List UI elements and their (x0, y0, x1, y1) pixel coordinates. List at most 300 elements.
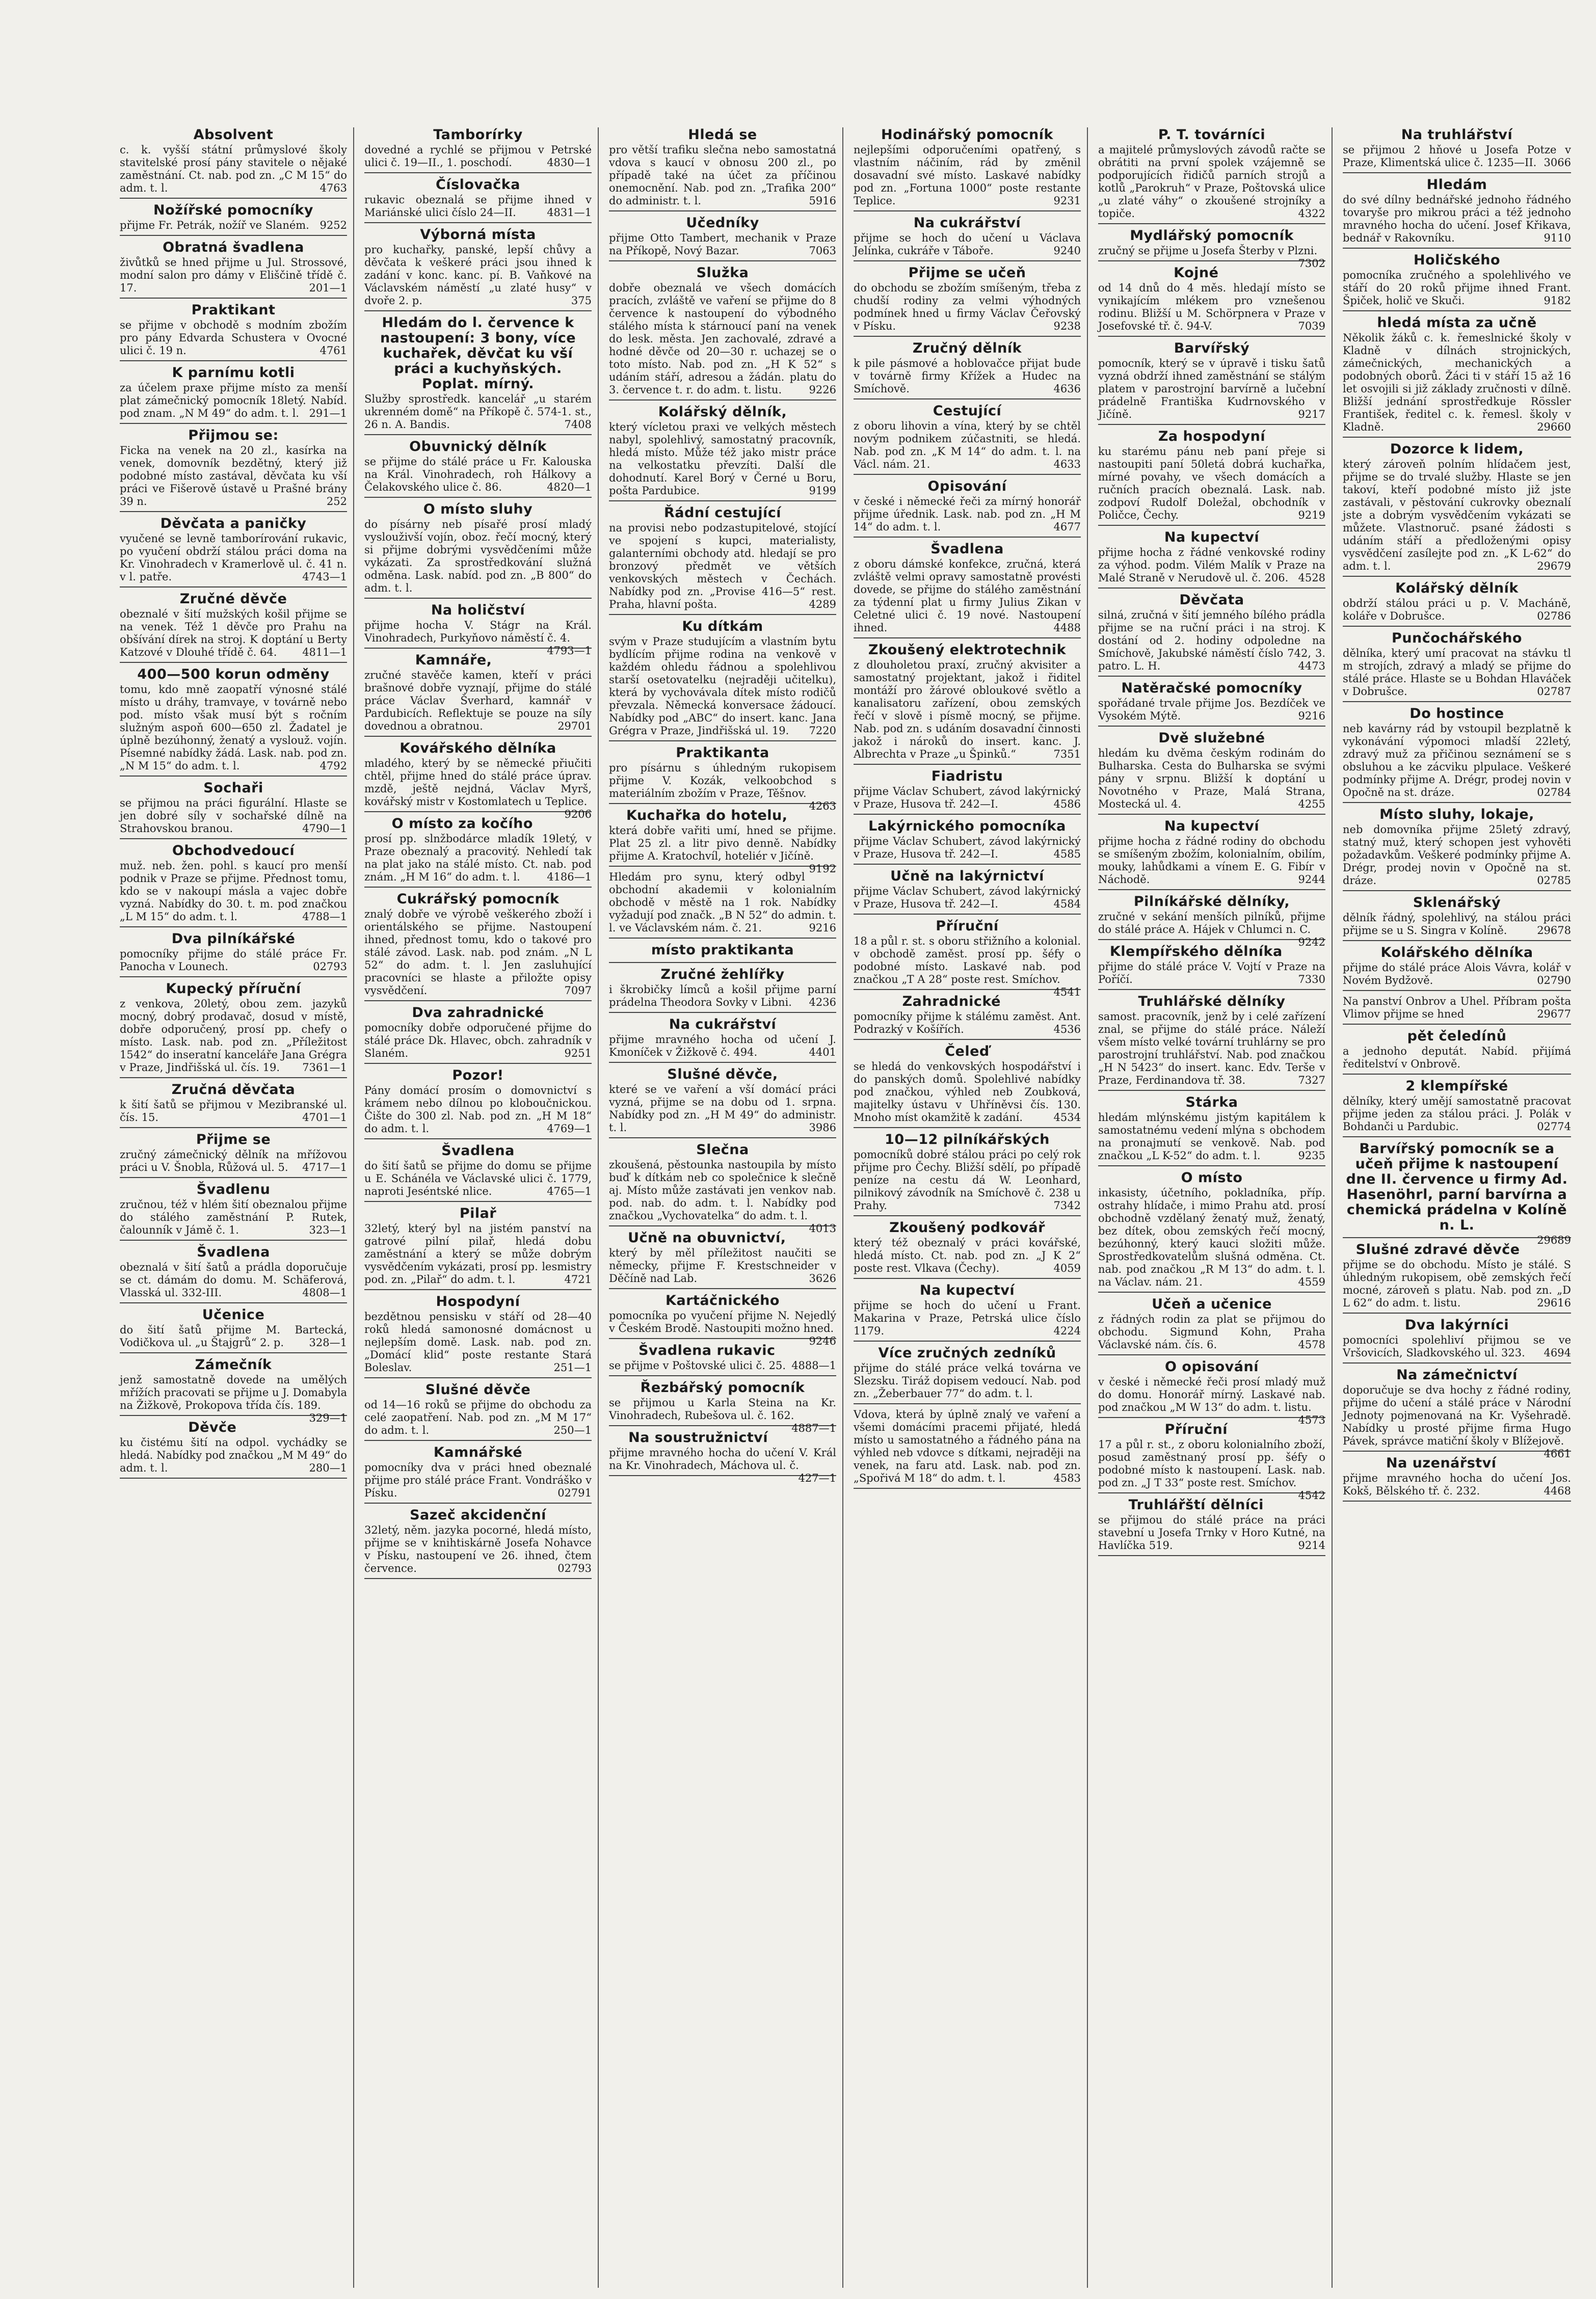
ad-heading: Učenice (202, 1307, 265, 1323)
ad-text: přijme Václav Schubert, závod lakýrnický v Praze, Husova tř. 242—I. (854, 785, 1081, 810)
ad-code: 7039 (1298, 320, 1325, 332)
classified-ad (364, 1068, 592, 1139)
ad-heading: Truhlářští dělníci (1128, 1497, 1264, 1513)
ad-code: 4694 (1544, 1347, 1571, 1359)
ad-text: který též obeznalý v práci kovářské, hledá místo. Ct. nab. pod zn. „J K 2“ poste rest. Vlkava (Čechy). (854, 1237, 1081, 1274)
ad-column-5 (1093, 127, 1333, 2288)
ad-code: 4830—1 (547, 156, 592, 169)
ad-text: obeznalé v šití mužských košil přijme se na venek. Též 1 děvče pro Prahu na obšívání dírek na stroj. K doptání u Berty Katzové v Dlouhé třídě č. 64. (120, 608, 347, 658)
classified-ad (1098, 1498, 1325, 1556)
classified-ad (609, 943, 836, 963)
ad-code: 9216 (809, 922, 836, 934)
ad-text: k pile pásmové a hoblovačce přijat bude v továrně firmy Křížek a Hudec na Smíchově. (854, 357, 1081, 395)
ad-text: se přijmou na práci figurální. Hlaste se jen dobré síly v sochařské dílně na Strahovskou branou. (120, 797, 347, 835)
ad-text: Několik žáků c. k. řemeslnické školy v Kladně v dílnách strojnických, zámečnických, mechanických a podobných oborů. Žáci ti v stáří 15 až 16 let osvojili si již základy zručnosti v dílně. Bližší jednání sprostředkuje Rössler František, ředitel c. k. řemesl. školy v Kladně. (1343, 332, 1571, 433)
ad-text: přijme se do obchodu. Místo je stálé. S úhledným rukopisem, obě zemských řečí mocné, zároveň s platu. Nab. pod zn. „D L 62“ do adm. t. listu. (1343, 1259, 1571, 1309)
ad-body (364, 1311, 592, 1374)
ad-code: 4887—1 (791, 1422, 836, 1434)
ad-text: dobře obeznalá ve všech domácích pracích, zvláště ve vaření se přijme do 8 července k nastoupení do výbodného stálého místa k stárnoucí paní na venek do lesk. města. Jen zachovalé, zdravé a hodné děvče od 20—30 r. uchazej se o toto místo. Nab. pod zn. „H K 52“ s udáním stáří, adresou a žádán. platu do 3. července t. r. do adm. t. listu. (609, 282, 836, 396)
ad-heading: Dvě služebné (1158, 730, 1265, 746)
ad-body (609, 1247, 836, 1285)
ad-text: muž. neb. žen. pohl. s kaucí pro menší podnik v Praze se přijme. Přednost tomu, kdo se v nakoupí másla a vajec dobře vyzná. Nabídky do 30. t. m. pod značkou „L M 15“ do adm. t. l. (120, 860, 347, 923)
classified-ad (854, 994, 1081, 1040)
ad-code: 329—1 (309, 1412, 347, 1424)
ad-text: vyučené se levně tamborírování rukavic, po vyučení obdrží stálou práci doma na Kr. Vinohradech v Kramerlově ul. č. 41 n. v l. patře. (120, 532, 347, 583)
classified-ad (1098, 1297, 1325, 1355)
classified-ad (120, 1245, 347, 1303)
ad-body (1098, 1187, 1325, 1289)
classified-ad (1098, 127, 1325, 224)
ad-body (854, 357, 1081, 395)
classified-ad (609, 1430, 836, 1484)
ad-body (609, 871, 836, 934)
ad-code: 29677 (1537, 1008, 1571, 1020)
ad-heading: Švadlena (197, 1244, 270, 1260)
classified-ad (364, 740, 592, 820)
ad-text: do písárny neb písařé prosí mladý vyslouživší vojín, oboz. řečí mocný, který si přijme dobrými vysvědčeními může vykázati. Za sprostředkování služná odměna. Lask. nabíd. pod zn. „B 800“ do adm. t. l. (364, 518, 592, 594)
classified-ad (854, 542, 1081, 638)
ad-code: 02787 (1537, 685, 1571, 698)
classified-ad (1098, 228, 1325, 270)
ad-code: 4701—1 (302, 1111, 347, 1124)
ad-heading: Sazeč akcidenční (410, 1507, 546, 1523)
classified-ad (120, 365, 347, 424)
ad-heading: Barvířský pomocník se a učeň přijme k nastoupení dne II. července u firmy Ad. Hasenöhrl, parní barvírna a chemická prádelna v Kolíně n. L. (1346, 1141, 1568, 1233)
classified-ad (1098, 894, 1325, 948)
ad-code: 4586 (1053, 798, 1081, 810)
ad-text: zručné stavěče kamen, kteří v práci brašnové dobře vyznají, přijme do stálé práce Václav Šverhard, kamnář v Pardubicích. Reflektuje se pouze na síly dovednou a obratnou. (364, 669, 592, 732)
ad-code: 201—1 (309, 282, 347, 294)
classified-ad (120, 303, 347, 361)
ad-text: v české i německé řeči za mírný honorář přijme úřednik. Lask. nab. pod zn. „H M 14“ do adm. t. l. (854, 495, 1081, 533)
ad-text: přijme mravného hocha do učení V. Král na Kr. Vinohradech, Máchova ul. č. (609, 1447, 836, 1472)
classified-ad (120, 1357, 347, 1424)
ad-heading: Zručné děvče (179, 591, 287, 607)
classified-ad (609, 871, 836, 939)
ad-body (854, 935, 1081, 998)
ad-text: se přijme do stálé práce u Fr. Kalouska na Král. Vinohradech, roh Hálkovy a Čelakovského ulice č. 86. (364, 456, 592, 493)
ad-code: 4888—1 (791, 1359, 836, 1372)
ad-heading: Tamborírky (433, 127, 523, 143)
classified-ad (1098, 731, 1325, 815)
ad-text: pomocníky dva v práci hned obeznalé přijme pro stálé práce Frant. Vondráško v Písku. (364, 1461, 592, 1499)
ad-text: Pány domácí prosím o domovnictví s krámem nebo dílnou po kloboučnickou. Čište do 300 zl. Nab. pod zn. „H M 18“ do adm. t. l. (364, 1084, 592, 1135)
ad-column-4 (848, 127, 1088, 2288)
ad-heading: Příruční (936, 918, 999, 934)
ad-code: 4790—1 (302, 822, 347, 835)
ad-code: 4792 (320, 760, 347, 772)
ad-text: bezdětnou pensisku v stáří od 28—40 roků hledá samonosné domácnost u nejlepším domě. Lask. nab. pod zn. „Domácí klid“ poste restante Stará Boleslav. (364, 1311, 592, 1374)
ad-code: 9251 (564, 1047, 592, 1059)
ad-body (854, 659, 1081, 761)
ad-heading: Hodinářský pomocník (881, 127, 1053, 143)
ad-code: 9246 (809, 1335, 836, 1347)
ad-body (1098, 1111, 1325, 1162)
ad-body (609, 1159, 836, 1235)
ad-code: 4808—1 (302, 1287, 347, 1299)
ad-body (609, 983, 836, 1009)
ad-text: přijme Václav Schubert, závod lakýrnický v Praze, Husova tř. 242—I. (854, 885, 1081, 910)
ad-body (854, 495, 1081, 533)
ad-heading: Kolářský dělník (1395, 580, 1519, 596)
ad-body (120, 256, 347, 295)
ad-text: pomocníka po vyučení přijme N. Nejedlý v Českém Brodě. Nastoupiti možno hned. (609, 1309, 836, 1334)
classified-ad (1343, 807, 1571, 891)
classified-ad (364, 1005, 592, 1064)
ad-heading: Učeň a učenice (1152, 1296, 1272, 1312)
ad-body (1343, 194, 1571, 245)
ad-text: do své dílny bednářské jednoho řádného tovaryše pro mikrou práci a též jednoho mravného hocha do učení. Josef Křikava, bednář v Rakovníku. (1343, 194, 1571, 244)
ad-body (609, 421, 836, 497)
ad-body (364, 1461, 592, 1500)
ad-code: 375 (571, 295, 592, 307)
ad-heading: O místo sluhy (423, 501, 533, 517)
classified-ad (364, 1445, 592, 1504)
classified-ad (1098, 530, 1325, 589)
classified-ad (364, 127, 592, 173)
ad-heading: Kuchařka do hotelu, (626, 808, 788, 823)
ad-code: 7408 (564, 418, 592, 431)
ad-column-3 (604, 127, 843, 2288)
ad-heading: Děvče (188, 1420, 237, 1435)
classified-ad (609, 216, 836, 261)
ad-code: 4289 (809, 598, 836, 610)
ad-body (1098, 282, 1325, 333)
ad-body (1343, 647, 1571, 698)
ad-heading: Zručné žehlířky (660, 967, 785, 982)
ad-text: v české i německé řeči prosí mladý muž do domu. Honorář mírný. Laskavé nab. pod značkou „M W 13“ do adm. t. listu. (1098, 1376, 1325, 1413)
ad-code: 4488 (1053, 622, 1081, 634)
classified-ad (854, 265, 1081, 337)
classified-ad (609, 505, 836, 615)
classified-ad (854, 869, 1081, 915)
ad-body (1098, 1514, 1325, 1552)
ad-text: inkasisty, účetního, pokladníka, příp. ostrahy hlídače, i mimo Prahu atd. prosí obchodně vzdělaný ženatý muž, ženatý, bez dítek, obou zemských řečí mocný, bezúhonný, který kauci složiti může. Sprostředkovatelům slušná odměna. Ct. nab. pod značkou „R M 13“ do adm. t. l. na Václav. nám. 21. (1098, 1187, 1325, 1288)
ad-body (120, 219, 347, 232)
ad-text: přijme do stálé práce velká továrna ve Slezsku. Tiráž dopisem vedoucí. Nab. pod zn. „Žeberbauer 77“ do adm. t. l. (854, 1362, 1081, 1400)
ad-text: mladého, který by se německé přiučiti chtěl, přijme hned do stálé práce úprav. mzdě, ještě nejdná, Václav Myrš, kovářský mistr v Kostomlatech u Teplice. (364, 757, 592, 808)
classified-ad (854, 643, 1081, 765)
ad-heading: Stárka (1185, 1094, 1238, 1110)
ad-text: přijme Václav Schubert, závod lakýrnický v Praze, Husova tř. 242—I. (854, 835, 1081, 860)
ad-heading: Švadlenu (196, 1182, 271, 1197)
ad-heading: 400—500 korun odměny (137, 666, 330, 682)
ad-code: 29689 (1537, 1234, 1571, 1246)
ad-code: 4401 (809, 1046, 836, 1058)
ad-heading: Hospodyní (436, 1294, 520, 1309)
classified-ad (854, 1132, 1081, 1216)
ad-body (1098, 1376, 1325, 1426)
classified-ad (1098, 429, 1325, 526)
ad-text: samost. pracovník, jenž by i celé zařízení znal, se přijme do stálé práce. Náleží všem místo velké tovární truhlárny se pro parostrojní truhlářství. Nab. pod značkou „H N 5423“ do insert. kanc. Edv. Terše v Praze, Ferdinandova tř. 38. (1098, 1010, 1325, 1086)
ad-code: 4536 (1053, 1023, 1081, 1035)
classified-ad (1343, 127, 1571, 173)
ad-column-1 (115, 127, 354, 2288)
ad-body (1343, 961, 1571, 987)
ad-heading: Klempířského dělníka (1109, 944, 1283, 959)
ad-code: 4186—1 (547, 871, 592, 883)
classified-ad (1343, 995, 1571, 1025)
ad-heading: Hledá se (688, 127, 757, 143)
ad-heading: Švadlena rukavic (638, 1343, 776, 1358)
classified-ad (364, 1206, 592, 1290)
ad-body (609, 144, 836, 207)
ad-heading: K parnímu kotli (172, 365, 295, 381)
ad-body (120, 444, 347, 508)
ad-code: 9216 (1298, 710, 1325, 722)
ad-heading: Dozorce k lidem, (1390, 441, 1524, 457)
ad-code: 250—1 (553, 1424, 592, 1436)
classified-ad (364, 1143, 592, 1202)
classified-ad (609, 1231, 836, 1289)
classified-ad (1343, 253, 1571, 311)
ad-heading: Na truhlářství (1401, 127, 1513, 143)
classified-ad (120, 516, 347, 587)
ad-body (364, 1399, 592, 1437)
classified-ad (120, 843, 347, 927)
ad-body (120, 797, 347, 835)
classified-ad (364, 816, 592, 888)
classified-ad (1343, 895, 1571, 941)
ad-text: přijme mravného hocha od učení J. Kmoníček v Žižkově č. 494. (609, 1033, 836, 1058)
ad-text: spořádané trvale přijme Jos. Bezdíček ve Vysokém Mýtě. (1098, 697, 1325, 722)
ad-text: z dlouholetou praxí, zručný akvisiter a samostatný projektant, jakož i řiditel montáží pro žárové obloukové světlo a kanalisatoru zařízení, obou zemských řečí v slově i písmě mocný, se přijme. Nab. pod zn. s udáním dosavadní činnosti jakož i nároků do insert. kanc. J. Albrechta v Praze „u Špinků.“ (854, 659, 1081, 760)
ad-body (1098, 245, 1325, 270)
ad-text: 32letý, něm. jazyka pocorné, hledá místo, přijme se v knihtiskárně Josefa Nohavce v Písku, nastoupení ve 26. ihned, čtem července. (364, 1524, 592, 1574)
ad-text: na provisi nebo podzastupitelové, stojící ve spojení s kupci, materialisty, galanterními obchody atd. hledají se pro bronzový předmět ve větších venkovských městech v Čechách. Nabídky pod zn. „Provise 416—5“ rest. Praha, hlavní pošta. (609, 522, 836, 610)
ad-body (1098, 546, 1325, 584)
ad-heading: Obuvnický dělník (409, 439, 547, 455)
ad-column-2 (359, 127, 599, 2288)
ad-text: živůtků se hned přijme u Jul. Strossové, modní salon pro dámy v Eliščině třídě č. 17. (120, 256, 347, 294)
ad-heading: Na cukrářství (913, 215, 1021, 231)
classified-ad (1098, 265, 1325, 337)
ad-code: 3066 (1544, 156, 1571, 169)
ad-text: doporučuje se dva hochy z řádné rodiny, přijme do učení a stálé práce v Národní Jednoty pojmenovaná na Kr. Vyšehradě. Nabídky u prosté přijme firma Hugo Pávek, správce matiční školy v Blížejově. (1343, 1384, 1571, 1447)
ad-heading: Na uzenářství (1386, 1455, 1497, 1471)
classified-ad (1343, 315, 1571, 438)
ad-body (120, 998, 347, 1074)
classified-ad (120, 781, 347, 839)
classified-ad (854, 1346, 1081, 1404)
ad-code: 02793 (557, 1562, 592, 1574)
ad-heading: Na kupectví (1164, 818, 1260, 834)
classified-ad (1098, 1095, 1325, 1166)
ad-body (609, 1359, 836, 1372)
ad-text: dělník řádný, spolehlivý, na stálou práci přijme se u S. Singra v Kolíně. (1343, 912, 1571, 937)
ad-text: které se ve vaření a vší domácí práci vyzná, přijme se na dobu od 1. srpna. Nabídky pod zn. „H M 49“ do administr. t. l. (609, 1083, 836, 1134)
ad-text: pomocníka zručného a spolehlivého ve stáří do 20 roků přijme ihned Frant. Špiček, holič ve Skuči. (1343, 269, 1571, 307)
ad-body (854, 232, 1081, 257)
classified-ad (1098, 819, 1325, 890)
ad-body (364, 194, 592, 219)
ad-code: 7330 (1298, 973, 1325, 985)
ad-heading: Kamnáře, (415, 652, 492, 668)
ad-body (609, 1397, 836, 1434)
classified-ad (609, 127, 836, 211)
ad-code: 4224 (1053, 1325, 1081, 1337)
ad-code: 4636 (1053, 383, 1081, 395)
ad-code: 4717—1 (302, 1161, 347, 1173)
ad-heading: Punčochářského (1392, 630, 1522, 646)
ad-body (854, 835, 1081, 861)
ad-text: i škrobičky límců a košil přijme parní prádelna Theodora Sovky v Libni. (609, 983, 836, 1008)
ad-code: 02786 (1537, 610, 1571, 622)
classified-ad (364, 439, 592, 498)
ad-heading: Fiadristu (931, 768, 1003, 784)
ad-body (1098, 609, 1325, 673)
ad-heading: Švadlena (441, 1143, 515, 1159)
classified-ad (364, 602, 592, 657)
ad-code: 4573 (1298, 1414, 1325, 1426)
ad-heading: Přijmou se: (188, 427, 279, 443)
ad-code: 7220 (809, 725, 836, 737)
ad-heading: Kojné (1174, 265, 1219, 281)
ad-body (854, 1010, 1081, 1036)
ad-text: dovedné a rychlé se přijmou v Petrské ulici č. 19—II., 1. poschodí. (364, 144, 592, 169)
ad-code: 4793—1 (547, 645, 592, 657)
ad-code: 280—1 (309, 1462, 347, 1474)
ad-code: 9231 (1053, 195, 1081, 207)
ad-code: 4542 (1298, 1489, 1325, 1502)
ad-code: 4473 (1298, 660, 1325, 672)
ad-code: 7351 (1053, 748, 1081, 760)
classified-ad (854, 769, 1081, 815)
ad-text: se přijmou do stálé práce na práci stavební u Josefa Trnky v Horo Kutné, na Havlíčka 519. (1098, 1514, 1325, 1552)
ad-text: ku starému pánu neb paní přeje si nastoupiti paní 50letá dobrá kuchařka, mírné povahy, ve všech domácích a ručních pracích obeznalá. Lask. nab. zodpoví Rudolf Doležal, obchodník v Poličce, Čechy. (1098, 445, 1325, 521)
ad-code: 9192 (809, 863, 836, 875)
ad-heading: hledá místa za učně (1377, 315, 1537, 331)
ad-text: pomocníky přijme k stálému zaměst. Ant. Podrazký v Košířích. (854, 1010, 1081, 1035)
ad-code: 252 (326, 495, 347, 507)
ad-code: 9182 (1544, 295, 1571, 307)
ad-body (1098, 911, 1325, 948)
classified-ad (1098, 593, 1325, 677)
ad-body (1343, 144, 1571, 169)
ad-text: se přijmou u Karla Steina na Kr. Vinohradech, Rubešova ul. č. 162. (609, 1397, 836, 1422)
classified-ad (1098, 681, 1325, 727)
ad-text: 18 a půl r. st. s oboru střižního a kolonial. v obchodě zaměst. prosí pp. šéfy o podobné místo. Laskavé nab. pod značkou „T A 28“ poste rest. Smíchov. (854, 935, 1081, 985)
classified-ad (1343, 1456, 1571, 1502)
ad-code: 02774 (1537, 1120, 1571, 1133)
ad-code: 29701 (557, 720, 592, 732)
ad-text: silná, zručná v šití jemného bílého prádla přijme se na ruční práci i na stroj. K dostání od 2. hodiny odpoledne na Smíchově, Jakubské náměstí číslo 742, 3. patro. L. H. (1098, 609, 1325, 672)
ad-heading: Řezbářský pomocník (640, 1380, 805, 1396)
ad-heading: 10—12 pilníkářských (885, 1132, 1050, 1147)
classified-ad (1343, 581, 1571, 627)
ad-heading: Kartáčnického (666, 1293, 780, 1308)
ad-body (854, 1299, 1081, 1338)
ad-text: a majitelé průmyslových závodů račte se obrátiti na první spolek vzájemně se podporujících řidičů parních strojů a kotlů „Parokruh“ v Praze, Poštovská ulice „u zlaté váhy“ o zkoušené strojníky a topiče. (1098, 144, 1325, 220)
ad-heading: Přijme se (196, 1132, 271, 1147)
ad-code: 4743—1 (302, 571, 347, 583)
ad-body (609, 762, 836, 812)
classified-ad (120, 981, 347, 1078)
ad-text: neb kavárny rád by vstoupil bezplatně k vykonávání výpomoci mladší 22letý, zdravý muž za přičinou seznámení se s obsluhou a ke zácviku plpulace. Veškeré podmínky přijme A. Drégr, prodej novin v Opočně na st. dráze. (1343, 723, 1571, 798)
classified-ad (1098, 341, 1325, 425)
ad-heading: Mydlářský pomocník (1130, 228, 1294, 244)
ad-body (120, 683, 347, 772)
ad-text: přijme do stálé práce V. Vojtí v Praze na Poříčí. (1098, 960, 1325, 985)
classified-ad (609, 1343, 836, 1376)
ad-heading: Sklenářský (1413, 895, 1501, 911)
ad-body (1098, 960, 1325, 986)
classified-ad (364, 315, 592, 435)
classified-ad (1343, 1079, 1571, 1137)
ad-body (609, 824, 836, 875)
ad-code: 4763 (320, 182, 347, 194)
ad-heading: Na kupectví (1164, 529, 1260, 545)
ad-heading: Služka (696, 265, 749, 281)
ad-text: jenž samostatně dovede na umělých mřížích pracovati se přijme u J. Domabyla na Žižkově, Prokopova třída čís. 189. (120, 1374, 347, 1411)
ad-body (854, 1237, 1081, 1275)
ad-heading: O opisování (1165, 1359, 1259, 1375)
ad-text: a jednoho deputát. Nabíd. přijímá ředitelství v Onbrově. (1343, 1045, 1571, 1070)
ad-text: přijme mravného hocha do učení Jos. Kokš, Bělského tř. č. 232. (1343, 1472, 1571, 1497)
ad-code: 4765—1 (547, 1185, 592, 1197)
classified-ad (854, 1408, 1081, 1489)
ad-heading: Na holičství (431, 602, 525, 618)
ad-code: 328—1 (309, 1336, 347, 1349)
ad-text: Služby sprostředk. kancelář „u starém ukrenném domě“ na Příkopě č. 574-1. st., 26 n. A. Bandis. (364, 393, 592, 431)
ad-heading: Truhlářské dělníky (1138, 994, 1286, 1009)
ad-body (1343, 1384, 1571, 1460)
ad-heading: Výborná místa (420, 227, 536, 243)
ad-code: 9219 (1298, 509, 1325, 521)
ad-heading: Na cukrářství (669, 1017, 777, 1032)
ad-heading: Pilař (459, 1206, 497, 1221)
classified-ad (1343, 1029, 1571, 1075)
ad-code: 3626 (809, 1272, 836, 1285)
ad-code: 4263 (809, 800, 836, 812)
ad-body (1098, 144, 1325, 220)
classified-ad (609, 967, 836, 1013)
ad-heading: Pilníkářské dělníky, (1133, 894, 1290, 910)
ad-body (364, 1524, 592, 1575)
classified-ad (364, 502, 592, 599)
ad-heading: Švadlena (930, 541, 1004, 557)
ad-text: znalý dobře ve výrobě veškerého zboží i orientálského se přijme. Nastoupení ihned, přednost tomu, kdo o takové pro stálé závod. Lask. nab. pod znám. „N L 52“ do adm. t. l. Jen zasluhující pracovníci se hlaste a přiložte opisy vysvědčení. (364, 908, 592, 997)
ad-text: která dobře vařiti umí, hned se přijme. Plat 25 zl. a litr pivo denně. Nabídky přijme A. Kratochvíl, hoteliér v Jičíně. (609, 824, 836, 862)
ad-heading: Zámečník (195, 1357, 272, 1373)
ad-heading: Praktikanta (676, 745, 769, 761)
ad-body (854, 1362, 1081, 1400)
classified-ad (364, 1294, 592, 1378)
ad-body (609, 522, 836, 611)
ad-heading: Na kupectví (919, 1282, 1015, 1298)
ad-text: přijme se hoch do učení u Frant. Makarina v Praze, Petrská ulice číslo 1179. (854, 1299, 1081, 1337)
classified-ad (120, 1307, 347, 1353)
ad-code: 3986 (809, 1121, 836, 1134)
ad-heading: Dva pilníkářské (171, 931, 296, 947)
ad-text: c. k. vyšší státní průmyslové školy stavitelské prosí pány stavitele o nějaké zaměstnání. Ct. nab. pod zn. „C M 15“ do adm. t. l. (120, 144, 347, 194)
ad-heading: Učedníky (686, 215, 759, 231)
ad-code: 29679 (1537, 560, 1571, 572)
ad-heading: Opisování (927, 478, 1007, 494)
ad-heading: Sochaři (203, 780, 263, 796)
ad-heading: Za hospodyní (1158, 429, 1266, 444)
classified-ad (120, 203, 347, 236)
ad-code: 4236 (809, 996, 836, 1008)
ad-code: 9110 (1544, 232, 1571, 244)
ad-text: pomocníků dobré stálou práci po celý rok přijme pro Čechy. Bližší sdělí, po případě peníze na cestu dá W. Leonhard, pilnikový závodník na Smíchově č. 238 u Prahy. (854, 1148, 1081, 1212)
ad-code: 9217 (1298, 408, 1325, 420)
ad-body (609, 1447, 836, 1484)
ad-text: přijme Otto Tambert, mechanik v Praze na Příkopě, Nový Bazar. (609, 232, 836, 257)
classified-ad (1343, 631, 1571, 702)
ad-body (609, 635, 836, 737)
classified-ad (1343, 1318, 1571, 1364)
